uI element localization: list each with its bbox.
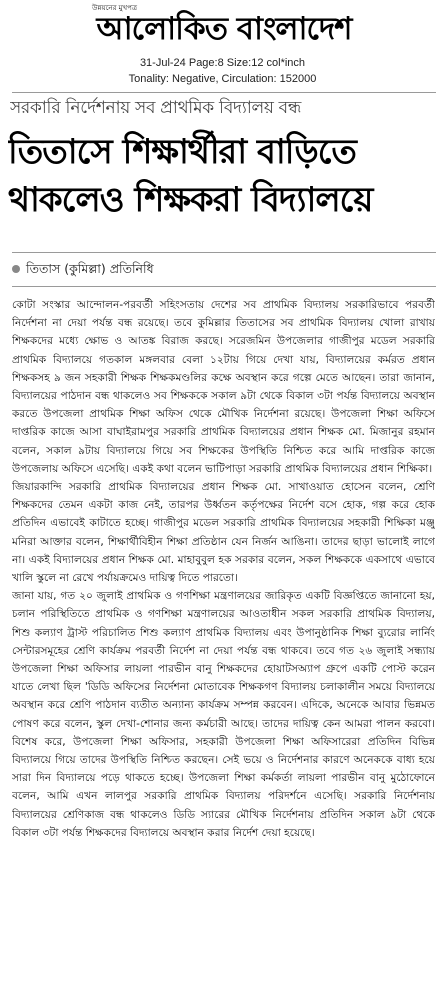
paragraph-3: জানা যায়, গত ২০ জুলাই প্রাথমিক ও গণশিক্ষা মন্ত্রণালয়ের জারিকৃত একটি বিজ্ঞপ্তিতে জানানো হয়, চলান পরিস্থিতিতে প্রাথমিক ও গণশিক্ষা মন্ত্রণালয়ের আওতাধীন সকল সরকারি প্রাথমিক বিদ্যালয়, শিশু কল্যাণ ট্রাস্ট পরিচালিত শিশু কল্যাণ প্রাথমিক বিদ্যালয় এবং উপানুষ্ঠানিক শিক্ষা ব্যুরোর লার্নিং সেন্টারসমূহের শ্রেণি কার্যক্রম পরবর্তী নির্দেশ না দেয়া পর্যন্ত বন্ধ থাকবে। তবে গত ২৬ জুলাই সন্ধ্যায় উপজেলা শিক্ষা অফিসার লায়লা পারভীন বানু শিক্ষকদের হোয়াটসঅ্যাপ গ্রুপে একটি পোস্ট করেন যাতে লেখা ছিল 'ডিডি অফিসের নির্দেশনা মোতাবেক শিক্ষকগণ বিদ্যালয় চলাকালীন সময়ে বিদ্যালয়ে অবস্থান করে শ্রেণি পাঠদান ব্যতীত অন্যান্য কার্যক্রম সম্পন্ন করবেন। এদিকে, অনেকে আবার ভিন্নমত পোষণ করে বলেন, স্কুল দেখা-শোনার জন্য কর্মচারী আছে। তাদের দায়িত্ব কেন আমরা পালন করবো। বিশেষ করে, উপজেলা শিক্ষা অফিসার, সহকারী উপজেলা শিক্ষা অফিসারেরা প্রতিদিন বিভিন্ন বিদ্যালয়ে গিয়ে তাদের উপস্থিতি নিশ্চিত করছেন। সেই ভয়ে ও নির্দেশনার কারণে অনেককে বাধ্য হয়ে সারা দিন বিদ্যালয়ে পড়ে থাকতে হচ্ছে। উপজেলা শিক্ষা কর্মকর্তা লায়লা পারভীন বানু মুঠোফোনে বলেন, আমি এখন লালপুর সরকারি প্রাথমিক বিদ্যালয় পরিদর্শনে এসেছি। সরকারি নির্দেশনায় বিদ্যালয়ের শ্রেণিকাজ বন্ধ থাকলেও ডিডি স্যারের মৌখিক নির্দেশনায় প্রতিদিন সকাল ৯টা থেকে বিকাল ৩টা পর্যন্ত শিক্ষকদের বিদ্যালয়ে অবস্থান করার নির্দেশ দেয়া হয়েছে। [12,590,435,839]
headline-divider [12,252,436,253]
bullet-icon [12,265,20,273]
clipping-date-page-size: 31-Jul-24 Page:8 Size:12 col*inch [139,57,306,69]
article-body [12,296,435,996]
newspaper-logo: আলোকিত বাংলাদেশ [96,11,352,47]
headline-line-1: তিতাসে শিক্ষার্থীরা বাড়িতে [8,132,356,172]
article-subhead: সরকারি নির্দেশনায় সব প্রাথমিক বিদ্যালয় বন্ধ [10,98,301,118]
top-divider [12,92,436,93]
clipping-tonality-circulation: Tonality: Negative, Circulation: 152000 [128,73,317,85]
byline-divider [12,286,436,287]
headline-line-2: থাকলেও শিক্ষকরা বিদ্যালয়ে [8,180,373,220]
paragraph-2: জিয়ারকান্দি সরকারি প্রাথমিক বিদ্যালয়ের প্রধান শিক্ষক মো. সাখাওয়াত হোসেন বলেন, শ্রেণি শিক্ষকদের তেমন একটা কাজ নেই, তারপর উর্ধ্বতন কর্তৃপক্ষের নির্দেশ বসে হোক, গল্প করে হোক প্রতিদিন এভাবেই কাটাতে হচ্ছে। গাজীপুর মডেল সরকারি প্রাথমিক বিদ্যালয়ের সহকারী শিক্ষিকা মঞ্জু মনিরা আক্তার বলেন, শিক্ষার্থীবিহীন শিক্ষা প্রতিষ্ঠান যেন নির্জন আঙিনা। তাদের ছাড়া ভালোই লাগে না। একই বিদ্যালয়ের প্রধান শিক্ষক মো. মাহাবুবুল হক সরকার বলেন, সকল শিক্ষককে একসাথে এভাবে খালি স্কুলে না রেখে পর্যায়ক্রমেও দায়িত্ব দিতে পারতো। [12,481,435,585]
newspaper-masthead [0,0,445,58]
byline-text: তিতাস (কুমিল্লা) প্রতিনিধি [26,261,154,276]
paragraph-1: কোটা সংস্কার আন্দোলন-পরবর্তী সহিংসতায় দেশের সব প্রাথমিক বিদ্যালয় সরকারিভাবে পরবর্তী নির্দেশনা না দেয়া পর্যন্ত বন্ধ রয়েছে। তবে কুমিল্লার তিতাসের সব প্রাথমিক বিদ্যালয় খোলা রাখায় শিক্ষকদের মধ্যে ক্ষোভ ও আতঙ্ক বিরাজ করছে। সরেজমিন উপজেলার গাজীপুর মডেল সরকারি প্রাথমিক বিদ্যালয়ে গতকাল মঙ্গলবার বেলা ১২টায় গিয়ে দেখা যায়, বিদ্যালয়ের কর্মরত প্রধান শিক্ষকসহ ৯ জন সহকারী শিক্ষক শিক্ষকমণ্ডলির কক্ষে অবস্থান করে গল্পে মেতে আছেন। তারা জানান, বিদ্যালয়ের পাঠদান বন্ধ থাকলেও সব শিক্ষককে সকাল ৯টা থেকে বিকাল ৩টা পর্যন্ত বিদ্যালয়ে অবস্থান করতে উপজেলা প্রাথমিক শিক্ষা অফিস থেকে মৌখিক নির্দেশনা রয়েছে। উপজেলা শিক্ষা অফিসে দাপ্তরিক কাজে আসা বাঘাইরামপুর সরকারি প্রাথমিক বিদ্যালয়ের প্রধান শিক্ষক মো. মিজানুর রহমান বলেন, সকাল ৯টায় বিদ্যালয়ে গিয়ে সব শিক্ষকের উপস্থিতি নিশ্চিত করে আমি দাপ্তরিক কাজে উপজেলায় অফিসে এসেছি। একই কথা বলেন ভাটিপাড়া সরকারি প্রাথমিক বিদ্যালয়ের প্রধান শিক্ষিকা। [12,299,435,475]
article-headline [8,128,438,224]
masthead-tagline: উন্নয়নের মুখপত্র [92,4,138,12]
article-byline [12,261,154,281]
